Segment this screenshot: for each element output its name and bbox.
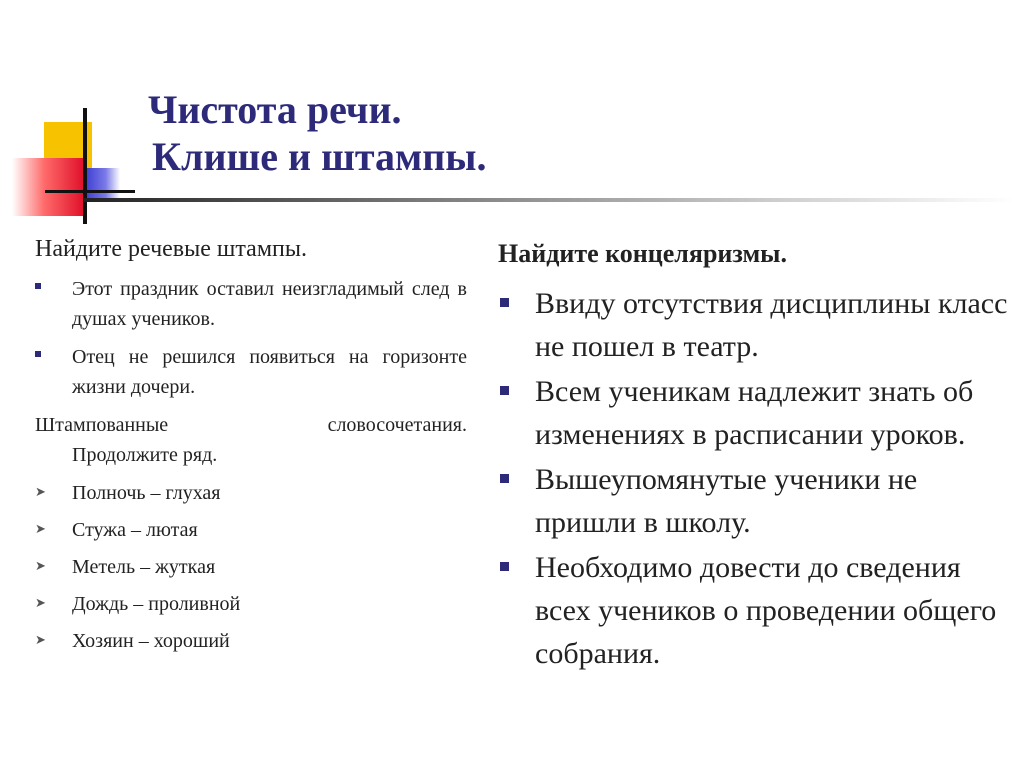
bullet-text: Этот праздник оставил неизгладимый след в душах учеников. — [72, 278, 467, 330]
corner-decoration — [0, 0, 140, 230]
list-item — [35, 342, 467, 402]
square-bullet-icon — [500, 562, 509, 571]
blue-square — [84, 168, 120, 200]
list-item — [35, 274, 467, 334]
list-item — [35, 589, 467, 619]
bullet-text: Необходимо довести до сведения всех учеников о проведении общего собрания. — [535, 551, 997, 670]
square-bullet-icon — [500, 298, 509, 307]
right-column — [498, 234, 1008, 677]
slide-title — [148, 86, 487, 180]
list-item — [498, 458, 1008, 544]
phrase-text: Полночь – глухая — [72, 482, 221, 504]
bullet-text: Отец не решился появиться на горизонте жизни дочери. — [72, 346, 467, 398]
list-item — [35, 552, 467, 582]
square-bullet-icon — [35, 283, 41, 289]
arrow-bullet-icon: ➤ — [35, 522, 46, 537]
list-item — [498, 546, 1008, 675]
left-column — [35, 232, 467, 663]
title-line-1: Чистота речи. — [148, 87, 402, 132]
arrow-bullet-icon: ➤ — [35, 559, 46, 574]
list-item — [498, 370, 1008, 456]
arrow-bullet-icon: ➤ — [35, 633, 46, 648]
subheading-line-2: Продолжите ряд. — [72, 444, 218, 466]
square-bullet-icon — [500, 474, 509, 483]
arrow-bullet-icon: ➤ — [35, 485, 46, 500]
list-item — [35, 515, 467, 545]
bullet-text: Всем ученикам надлежит знать об изменениях в расписании уроков. — [535, 375, 974, 451]
list-item — [35, 626, 467, 656]
list-item — [35, 478, 467, 508]
phrase-text: Дождь – проливной — [72, 593, 241, 615]
right-heading: Найдите концеляризмы. — [498, 239, 787, 268]
square-bullet-icon — [500, 386, 509, 395]
horizontal-line-short — [45, 190, 135, 193]
square-bullet-icon — [35, 351, 41, 357]
bullet-text: Ввиду отсутствия дисциплины класс не пошел в театр. — [535, 287, 1008, 363]
bullet-text: Вышеупомянутые ученики не пришли в школу. — [535, 463, 918, 539]
left-heading: Найдите речевые штампы. — [35, 236, 307, 262]
title-line-2: Клише и штампы. — [152, 134, 487, 179]
list-item — [498, 282, 1008, 368]
vertical-line — [83, 108, 87, 224]
arrow-bullet-icon: ➤ — [35, 596, 46, 611]
red-square — [12, 158, 84, 216]
subheading-line-1: Штампованные словосочетания. — [35, 414, 467, 436]
phrase-text: Стужа – лютая — [72, 519, 198, 541]
phrase-text: Метель – жуткая — [72, 556, 216, 578]
phrase-text: Хозяин – хороший — [72, 630, 230, 652]
title-underline — [84, 198, 1014, 202]
